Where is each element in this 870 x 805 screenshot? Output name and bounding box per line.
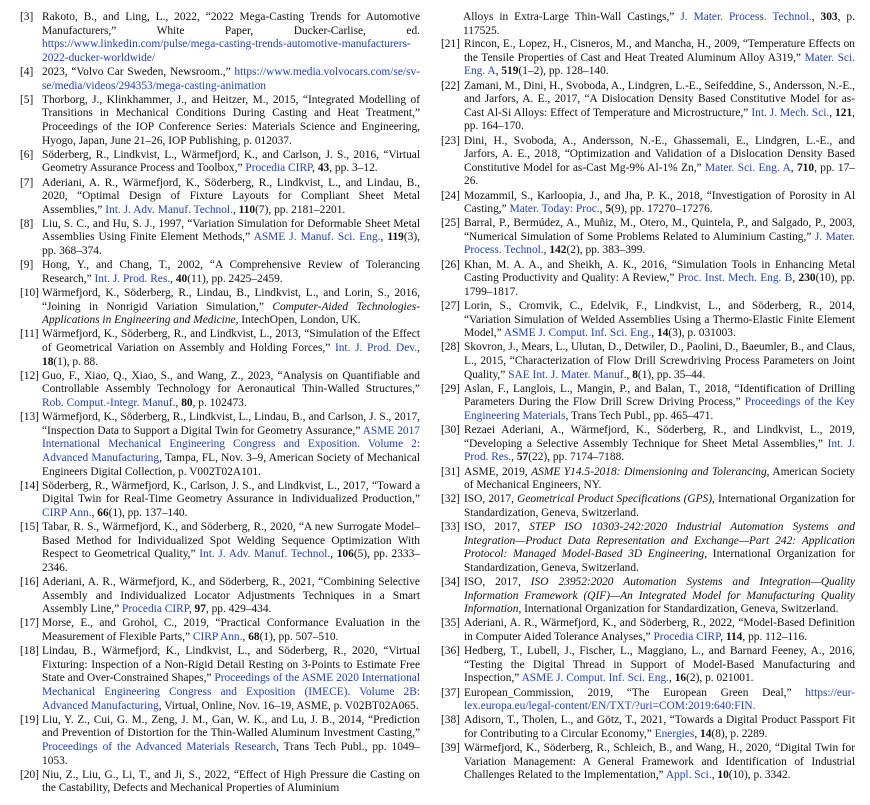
reference-title-italic: ISO 23952:2020 Automation Systems and Integration—Quality Information Framework (QIF)—An Integrated Model for Manufacturing Quality Information	[464, 576, 855, 616]
reference-volume: 119	[387, 231, 404, 244]
reference-volume: 18	[42, 355, 54, 368]
reference-text: ISO, 2017,	[464, 521, 530, 534]
reference-number: [30]	[441, 424, 460, 437]
reference-text: ,	[330, 548, 337, 561]
reference-text: Aslan, F., Langlois, L., Mangin, P., and Balan, T., 2018, “Identification of Drilling Parameters During the Flow Drill Screw Driving Process,”	[464, 382, 855, 409]
reference-link[interactable]: ASME 2017 International Mechanical Engineering Congress and Exposition. Volume 2: Advanced Manufacturing	[42, 424, 420, 464]
reference-number: [20]	[20, 768, 39, 781]
reference-number: [32]	[441, 493, 460, 506]
reference-entry	[20, 645, 420, 713]
reference-text: (3), pp. 368–374.	[42, 231, 420, 258]
reference-text: Lindau, B., Wärmefjord, K., Lindkvist, L., and Söderberg, R., 2020, “Virtual Fixturing: Inspection of a Non-Rigid Detail Resting on 3-Points to Estimate Free State and Over-Constrained Shapes,”	[42, 645, 420, 685]
reference-entry	[20, 259, 420, 286]
reference-entry	[441, 383, 855, 424]
reference-text: Rakoto, B., and Ling, L., 2022, “2022 Mega-Casting Trends for Automotive Manufacturers,” White Paper, Ducker-Carlise, ed.	[42, 11, 420, 37]
reference-text: (11), pp. 2425–2459.	[187, 272, 283, 285]
reference-text: , p. 102473.	[192, 396, 247, 409]
reference-text: (22), pp. 7174–7188.	[528, 451, 625, 464]
reference-number: [25]	[441, 217, 460, 230]
reference-text: Rincon, E., Lopez, H., Cisneros, M., and Mancha, H., 2009, “Temperature Effects on the Tensile Properties of Cast and Heat Treated Aluminum Alloy A319,”	[464, 38, 855, 64]
reference-text: , pp. 112–116.	[742, 631, 808, 644]
reference-link[interactable]: Proceedings of the ASME 2020 International Mechanical Engineering Congress and Exposition (IMECE). Volume 2B: Advanced Manufacturing	[42, 672, 421, 712]
reference-number: [39]	[441, 742, 460, 755]
reference-link[interactable]: CIRP Ann.	[42, 506, 92, 519]
reference-text: ISO, 2017,	[464, 576, 531, 589]
reference-text: Aderiani, A. R., Wärmefjord, K., Söderberg, R., Lindkvist, L., and Lindau, B., 2020, “Optimal Design of Fixture Layouts for Compliant Sheet Metal Assemblies,”	[42, 176, 420, 216]
reference-link[interactable]: Rob. Comput.-Integr. Manuf.	[42, 396, 176, 409]
reference-text: Tabar, R. S., Wärmefjord, K., and Söderberg, R., 2020, “A new Surrogate Model–Based Method for Individualized Spot Welding Sequence Optimization With Respect to Geometrical Quality,”	[42, 521, 420, 561]
reference-entry	[441, 493, 855, 520]
reference-text: Zamani, M., Dini, H., Svoboda, A., Lindgren, L.-E., Seifeddine, S., Andersson, N.-E., and Jarfors, A. E., 2017, “A Dislocation Density Based Constitutive Model for as-Cast Al-Si Alloys: Effect of Temperature and Microstructure,”	[464, 79, 855, 119]
reference-text: ASME, 2019,	[464, 465, 532, 478]
reference-number: [37]	[441, 686, 460, 699]
reference-number: [23]	[441, 134, 460, 147]
reference-number: [36]	[441, 645, 460, 658]
reference-link[interactable]: Int. J. Adv. Manuf. Technol.	[199, 548, 331, 561]
reference-text: Aderiani, A. R., Wärmefjord, K., and Söderberg, R., 2022, “Model-Based Definition in Computer Aided Tolerance Analyses,”	[464, 617, 855, 644]
reference-text: ,	[651, 327, 658, 340]
reference-text: (10), p. 3342.	[728, 769, 791, 782]
reference-text: Morse, E., and Grohol, C., 2019, “Practical Conformance Evaluation in the Measurement of Flexible Parts,”	[42, 617, 420, 644]
reference-number: [26]	[441, 258, 460, 271]
reference-link[interactable]: Procedia CIRP	[245, 162, 313, 175]
reference-number: [11]	[20, 328, 39, 341]
reference-title-italic: Computer-Aided Technologies-Applications in Engineering and Medicine	[42, 300, 420, 327]
reference-volume: 106	[336, 548, 354, 561]
reference-link[interactable]: Mater. Sci. Eng. A	[704, 161, 791, 174]
reference-number: [24]	[441, 189, 460, 202]
reference-text: Dini, H., Svoboda, A., Andersson, N.-E., Ghassemali, E., Lindgren, L.-E., and Jarfors, A. E., 2018, “Optimization and Validation of a Dislocation Density Based Constitutive Model for as-Cast Mg-9% Al-1% Zn,”	[464, 134, 855, 174]
reference-entry	[20, 287, 420, 328]
reference-entry	[441, 687, 855, 714]
reference-volume: 57	[516, 451, 529, 464]
reference-text: , Trans Tech Publ., pp. 1049–1053.	[42, 740, 421, 767]
reference-entry	[20, 576, 420, 617]
reference-text: Khan, M. A. A., and Sheikh, A. K., 2016, “Simulation Tools in Enhancing Metal Casting Productivity and Quality: A Review,”	[464, 258, 855, 285]
reference-entry	[20, 328, 420, 369]
reference-text: Thorborg, J., Klinkhammer, J., and Heitzer, M., 2015, “Integrated Modelling of Transitions in Mechanical Conditions During Casting and Heat Treatment,” Proceedings of the IOP Conference Series: Materials Science and Engineering, Hyogo, Japan, June 21–26, IOP Publishing, p. 012037.	[42, 93, 420, 147]
reference-number: [35]	[441, 617, 460, 630]
reference-volume: 10	[717, 769, 729, 782]
reference-text: ,	[170, 272, 176, 285]
reference-number: [31]	[441, 465, 460, 478]
reference-entry	[441, 714, 855, 741]
reference-volume: 8	[632, 368, 638, 381]
reference-volume: 303	[820, 11, 838, 23]
reference-text: ,	[495, 65, 502, 78]
reference-text: ,	[599, 203, 606, 216]
reference-text: ,	[511, 451, 517, 464]
reference-title-italic: STEP ISO 10303-242:2020 Industrial Automation Systems and Integration—Product Data Representation and Exchange—Part 242: Application Protocol: Managed Model-Based 3D Engineering	[464, 521, 855, 561]
reference-volume: 16	[674, 672, 687, 685]
reference-text: ,	[720, 631, 726, 644]
reference-text: Lorin, S., Cromvik, C., Edelvik, F., Lindkvist, L., and Söderberg, R., 2014, “Variation Simulation of Welded Assemblies Using a Thermo-Elastic Finite Element Model,”	[464, 300, 855, 340]
reference-entry	[20, 411, 420, 479]
reference-number: [27]	[441, 300, 460, 313]
reference-link[interactable]: ASME J. Comput. Inf. Sci. Eng.	[521, 672, 670, 685]
reference-text: , Tampa, FL, Nov. 3–9, American Society of Mechanical Engineers Digital Collection, p. V002T02A101.	[42, 451, 420, 478]
reference-volume: 114	[725, 631, 743, 644]
reference-text: , Trans Tech Publ., pp. 465–471.	[565, 409, 714, 422]
reference-entry	[441, 135, 855, 189]
reference-number: [17]	[20, 617, 39, 630]
reference-number: [8]	[20, 217, 34, 230]
reference-entry	[441, 424, 855, 465]
reference-text: , Virtual, Online, Nov. 16–19, ASME, p. V02BT02A065.	[158, 699, 419, 712]
reference-entry	[441, 38, 855, 79]
reference-number: [18]	[20, 645, 39, 658]
reference-text: Barral, P., Bermúdez, A., Muñiz, M., Otero, M., Quintela, P., and Salgado, P., 2003, “Numerical Simulation of Some Problems Related to Aluminium Casting,”	[464, 217, 855, 243]
reference-entry	[20, 769, 420, 796]
reference-text: ,	[312, 162, 318, 175]
reference-volume: 43	[317, 162, 330, 175]
reference-number: [3]	[20, 11, 34, 23]
reference-entry	[441, 300, 855, 341]
reference-link[interactable]: Int. J. Adv. Manuf. Technol.	[105, 203, 233, 216]
reference-link[interactable]: J. Mater. Process. Technol.	[680, 11, 812, 23]
reference-link[interactable]: J. Mater. Process. Technol.	[464, 230, 856, 257]
reference-volume: 110	[238, 203, 256, 216]
reference-entry	[441, 217, 855, 258]
reference-number: [21]	[441, 38, 460, 51]
reference-text: , pp. 429–434.	[205, 603, 272, 616]
reference-text: Liu, Y. Z., Cui, G. M., Zeng, J. M., Gan, W. K., and Lu, J. B., 2014, “Prediction and Prevention of Distortion for the Thin-Walled Aluminum Investment Casting,”	[42, 713, 420, 740]
reference-text: Aderiani, A. R., Wärmefjord, K., and Söderberg, R., 2021, “Combining Selective Assembly and Individualized Locator Adjustments Techniques in a Smart Assembly Line,”	[42, 576, 420, 616]
reference-text: , pp. 17–26.	[464, 161, 855, 188]
reference-entry	[20, 480, 420, 521]
reference-volume: 5	[605, 203, 612, 216]
reference-link[interactable]: Int. J. Prod. Dev.	[334, 342, 418, 354]
reference-text: ,	[792, 272, 799, 285]
reference-text: (9), pp. 17270–17276.	[611, 203, 713, 216]
reference-link[interactable]: Int. J. Prod. Res.	[464, 437, 855, 464]
reference-text: Adisorn, T., Tholen, L., and Götz, T., 2021, “Towards a Digital Product Passport Fit for Contributing to a Circular Economy,”	[464, 714, 855, 740]
reference-link[interactable]: ASME J. Comput. Inf. Sci. Eng.	[503, 327, 652, 340]
reference-text: ,	[669, 672, 675, 685]
reference-text: (10), pp. 1799–1817.	[464, 272, 855, 298]
reference-volume: 14	[700, 727, 712, 740]
reference-link[interactable]: Proceedings of the Advanced Materials Research	[42, 740, 277, 753]
reference-text: ,	[232, 203, 239, 216]
reference-text: , International Organization for Standardization, Geneva, Switzerland.	[518, 603, 839, 616]
reference-link[interactable]: Proc. Inst. Mech. Eng. B	[677, 272, 793, 285]
reference-text: (1), pp. 35–44.	[637, 368, 706, 381]
reference-entry	[20, 714, 420, 768]
reference-text: (2), p. 021001.	[686, 672, 754, 685]
reference-number: [16]	[20, 576, 39, 589]
reference-link[interactable]: SAE Int. J. Mater. Manuf.	[508, 368, 627, 381]
reference-number: [29]	[441, 382, 460, 395]
reference-text: Mozammil, S., Karloopia, J., and Jha, P. K., 2018, “Investigation of Porosity in Al Casting,”	[464, 189, 855, 216]
reference-volume: 40	[175, 272, 188, 285]
reference-link[interactable]: Energies	[654, 727, 695, 740]
reference-link[interactable]: ASME J. Manuf. Sci. Eng.	[253, 231, 381, 244]
reference-volume: 710	[796, 161, 815, 174]
reference-link[interactable]: Int. J. Mech. Sci.	[751, 106, 830, 119]
reference-entry	[441, 617, 855, 644]
reference-text: , pp. 3–12.	[329, 162, 378, 175]
reference-link[interactable]: Appl. Sci.	[665, 769, 712, 782]
reference-text: (1), p. 88.	[53, 355, 98, 368]
reference-entry	[441, 742, 855, 783]
reference-text: (3), p. 031003.	[668, 327, 736, 340]
reference-text: Guo, F., Xiao, Q., Xiao, S., and Wang, Z., 2023, “Analysis on Quantifiable and Controllable Assembly Technology for Aeronautical Thin-Walled Structures,”	[42, 369, 420, 396]
reference-link[interactable]: https://eur-lex.europa.eu/legal-content/EN/TXT/?uri=COM:2019:640:FIN.	[464, 686, 855, 713]
reference-text: , p. 117525.	[463, 11, 855, 37]
reference-volume: 97	[194, 603, 206, 616]
reference-number: [14]	[20, 479, 39, 492]
reference-number: [28]	[441, 341, 460, 354]
reference-text: ,	[91, 506, 98, 519]
reference-entry	[441, 259, 855, 300]
reference-text: (1), pp. 507–510.	[259, 631, 339, 644]
reference-number: [6]	[20, 148, 34, 161]
reference-text: ,	[175, 396, 182, 409]
reference-volume: 142	[549, 244, 567, 257]
reference-link[interactable]: https://www.media.volvocars.com/se/sv-se/media/videos/294353/mega-casting-animation	[42, 65, 420, 92]
reference-text: Rezaei Aderiani, A., Wärmefjord, K., Söderberg, R., and Lindkvist, L., 2019, “Developing a Selective Assembly Technique for Sheet Metal Assemblies,”	[464, 424, 855, 450]
reference-text: ,	[694, 727, 701, 740]
reference-text: (8), p. 2289.	[711, 727, 768, 740]
reference-number: [13]	[20, 411, 39, 424]
reference-entry	[20, 617, 420, 644]
reference-text: Skovron, J., Mears, L., Ulutan, D., Detwiler, D., Paolini, D., Baeumler, B., and Claus, L., 2015, “Characterization of Flow Drill Screwdriving Process Parameters on Joint Quality,”	[464, 341, 855, 381]
reference-number: [4]	[20, 65, 34, 78]
reference-text: ,	[790, 161, 797, 174]
reference-entry	[441, 645, 855, 686]
reference-number: [12]	[20, 369, 39, 382]
reference-text: 2023, “Volvo Car Sweden, Newsroom.,”	[42, 65, 235, 78]
reference-text: ,	[380, 231, 388, 244]
reference-text: ISO, 2017,	[464, 493, 518, 506]
reference-link[interactable]: Mater. Sci. Eng. A	[464, 51, 856, 78]
reference-column-right	[441, 11, 855, 784]
reference-number: [33]	[441, 521, 460, 534]
reference-text: ,	[417, 342, 420, 354]
reference-link[interactable]: Procedia CIRP	[122, 603, 189, 616]
reference-number: [15]	[20, 521, 39, 534]
reference-link[interactable]: CIRP Ann.	[192, 631, 243, 644]
reference-text: (1–2), pp. 128–140.	[518, 65, 609, 78]
reference-text: European_Commission, 2019, “The European Green Deal,”	[464, 686, 806, 699]
reference-text: Liu, S. C., and Hu, S. J., 1997, “Variation Simulation for Deformable Sheet Metal Assemblies Using Finite Element Methods,”	[42, 217, 420, 244]
reference-text: (1), pp. 137–140.	[108, 506, 188, 519]
reference-entry	[20, 521, 420, 575]
reference-continuation	[441, 11, 855, 38]
reference-number: [22]	[441, 79, 460, 92]
reference-entry	[20, 370, 420, 411]
reference-volume: 80	[181, 396, 193, 409]
reference-text: (5), pp. 2333–2346.	[42, 548, 420, 574]
reference-number: [10]	[20, 287, 39, 300]
reference-number: [34]	[441, 576, 460, 589]
reference-entry	[441, 80, 855, 134]
reference-number: [19]	[20, 713, 39, 726]
reference-link[interactable]: Proceedings of the Key Engineering Materials	[464, 396, 855, 422]
reference-entry	[20, 94, 420, 148]
reference-text: Alloys in Extra-Large Thin-Wall Castings,”	[463, 11, 681, 23]
reference-entry	[20, 66, 420, 93]
reference-volume: 230	[798, 272, 816, 285]
reference-volume: 519	[501, 65, 519, 78]
reference-link[interactable]: https://www.linkedin.com/pulse/mega-casting-trends-automotive-manufacturers-2022-ducker-worldwide/	[42, 38, 411, 64]
reference-text: ,	[711, 769, 718, 782]
reference-text: Wärmefjord, K., Söderberg, R., and Lindkvist, L., 2013, “Simulation of the Effect of Geometrical Variation on Assembly and Holding Forces,”	[42, 328, 420, 354]
reference-text: Wärmefjord, K., Söderberg, R., Schleich, B., and Wang, H., 2020, “Digital Twin for Variation Management: A General Framework and Identification of Industrial Challenges Related to the Implementation,”	[464, 742, 855, 782]
reference-entry	[20, 177, 420, 218]
reference-text: , pp. 164–170.	[464, 106, 855, 133]
reference-text: Niu, Z., Liu, G., Li, T., and Ji, S., 2022, “Effect of High Pressure die Casting on the Castability, Defects and Mechanical Properties of Aluminium	[42, 768, 420, 795]
reference-entry	[441, 521, 855, 575]
reference-volume: 121	[835, 106, 853, 119]
reference-volume: 66	[97, 506, 109, 519]
reference-text: ,	[626, 368, 633, 381]
reference-volume: 14	[657, 327, 669, 340]
reference-title-italic: Geometrical Product Specifications (GPS)	[517, 493, 713, 506]
reference-entry	[441, 190, 855, 217]
reference-entry	[441, 576, 855, 617]
reference-text: Wärmefjord, K., Söderberg, R., Lindkvist, L., Lindau, B., and Carlson, J. S., 2017, “Inspection Data to Support a Digital Twin for Geometry Assurance,”	[42, 411, 420, 437]
reference-entry	[20, 11, 420, 65]
reference-number: [38]	[441, 714, 460, 727]
reference-text: Söderberg, R., Wärmefjord, K., Carlson, J. S., and Lindkvist, L., 2017, “Toward a Digital Twin for Real-Time Geometry Assurance in Individualized Production,”	[42, 479, 420, 506]
reference-text: Hong, Y., and Chang, T., 2002, “A Comprehensive Review of Tolerancing Research,”	[42, 259, 420, 285]
reference-text: ,	[188, 603, 195, 616]
reference-volume: 68	[248, 631, 260, 644]
reference-number: [9]	[20, 259, 34, 272]
reference-link[interactable]: Mater. Today: Proc.	[509, 203, 600, 216]
reference-entry	[441, 341, 855, 382]
reference-text: , IntechOpen, London, UK.	[235, 314, 361, 327]
reference-text: Wärmefjord, K., Söderberg, R., Lindau, B., Lindkvist, L., and Lorin, S., 2016, “Joining in Nonrigid Variation Simulation,”	[42, 287, 420, 313]
reference-column-left	[20, 11, 420, 797]
reference-number: [7]	[20, 176, 34, 189]
reference-text: (2), pp. 383–399.	[566, 244, 646, 257]
reference-text: (7), pp. 2181–2201.	[255, 203, 346, 216]
reference-entry	[20, 149, 420, 176]
reference-text: ,	[829, 106, 836, 119]
reference-entry	[441, 466, 855, 493]
reference-entry	[20, 218, 420, 259]
reference-link[interactable]: Int. J. Prod. Res.	[94, 272, 171, 285]
reference-title-italic: ASME Y14.5-2018: Dimensioning and Tolerancing	[531, 465, 767, 478]
reference-text: ,	[242, 631, 249, 644]
reference-text: , American Society of Mechanical Engineers, NY.	[464, 465, 855, 492]
reference-text: ,	[811, 11, 821, 23]
reference-text: Hedberg, T., Lubell, J., Fischer, L., Maggiano, L., and Barnard Feeney, A., 2016, “Testing the Digital Thread in Support of Model-Based Manufacturing and Inspection,”	[464, 645, 855, 685]
reference-text: Söderberg, R., Lindkvist, L., Wärmefjord, K., and Carlson, J. S., 2016, “Virtual Geometry Assurance Process and Toolbox,”	[42, 148, 420, 175]
reference-text: , International Organization for Standardization, Geneva, Switzerland.	[464, 493, 856, 519]
reference-link[interactable]: Procedia CIRP	[653, 631, 721, 644]
reference-text: ,	[543, 244, 550, 257]
reference-text: , International Organization for Standardization, Geneva, Switzerland.	[464, 548, 855, 574]
reference-number: [5]	[20, 93, 34, 106]
